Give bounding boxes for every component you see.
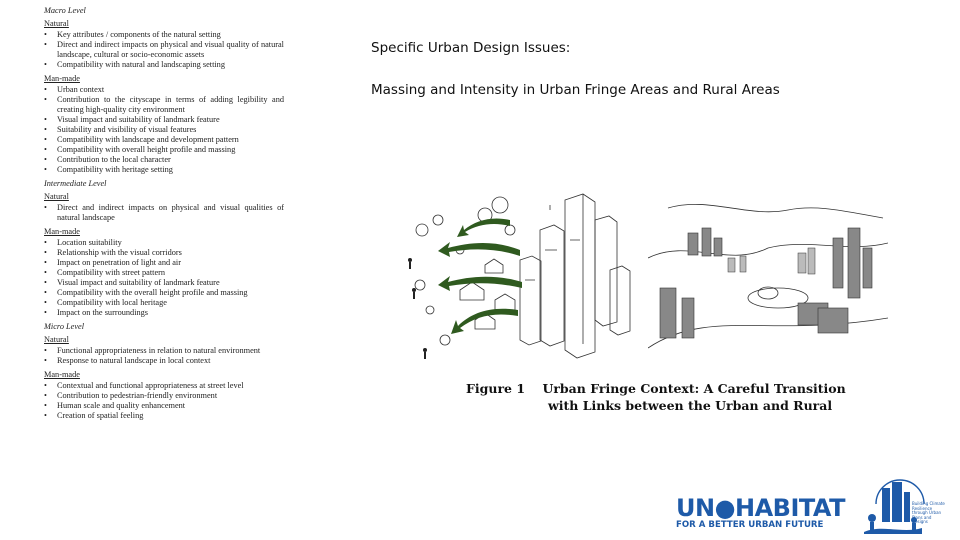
list-item: • Compatibility with heritage setting — [44, 165, 284, 175]
heading-title: Specific Urban Design Issues: — [371, 40, 571, 56]
list-item: • Compatibility with local heritage — [44, 298, 284, 308]
caption-line-2: with Links between the Urban and Rural — [548, 398, 833, 413]
list-item: • Contribution to pedestrian-friendly environment — [44, 391, 284, 401]
list-item: • Visual impact and suitability of landmark feature — [44, 115, 284, 125]
criteria-list — [44, 203, 284, 223]
list-item: • Compatibility with the overall height profile and massing — [44, 288, 284, 298]
criteria-list — [44, 30, 284, 70]
city-landscape-illustration — [648, 198, 888, 368]
un-habitat-wordmark: UN●HABITAT — [676, 494, 845, 522]
un-habitat-tagline: FOR A BETTER URBAN FUTURE — [676, 520, 824, 530]
category-heading: Man-made — [44, 227, 80, 236]
list-item: • Direct and indirect impacts on physical and visual quality of natural landscape, cultural or socio-economic assets — [44, 40, 284, 60]
criteria-list — [44, 381, 284, 421]
list-item: • Visual impact and suitability of landmark feature — [44, 278, 284, 288]
list-item: • Response to natural landscape in local context — [44, 356, 284, 366]
criteria-section — [44, 370, 284, 421]
list-item: • Location suitability — [44, 238, 284, 248]
list-item: • Direct and indirect impacts on physical and visual qualities of natural landscape — [44, 203, 284, 223]
category-heading: Natural — [44, 335, 69, 344]
list-item: • Compatibility with overall height profile and massing — [44, 145, 284, 155]
list-item: • Contribution to the cityscape in terms of adding legibility and creating high-quality city environment — [44, 95, 284, 115]
level-heading: Intermediate Level — [44, 179, 107, 188]
list-item: • Impact on penetration of light and air — [44, 258, 284, 268]
list-item: • Contextual and functional appropriateness at street level — [44, 381, 284, 391]
category-heading: Man-made — [44, 74, 80, 83]
list-item: • Functional appropriateness in relation to natural environment — [44, 346, 284, 356]
level-heading: Micro Level — [44, 322, 85, 331]
list-item: • Compatibility with landscape and development pattern — [44, 135, 284, 145]
urban-fringe-illustration — [400, 190, 650, 370]
list-item: • Relationship with the visual corridors — [44, 248, 284, 258]
category-heading: Man-made — [44, 370, 80, 379]
level-heading: Macro Level — [44, 6, 86, 15]
un-habitat-logo — [676, 496, 844, 532]
list-item: • Urban context — [44, 85, 284, 95]
criteria-list — [44, 238, 284, 318]
criteria-section — [44, 322, 284, 366]
list-item: • Suitability and visibility of visual features — [44, 125, 284, 135]
list-item: • Creation of spatial feeling — [44, 411, 284, 421]
slide-heading — [371, 38, 791, 101]
category-heading: Natural — [44, 19, 69, 28]
caption-line-1: Figure 1 Urban Fringe Context: A Careful Transition — [466, 381, 846, 396]
list-item: • Compatibility with natural and landscaping setting — [44, 60, 284, 70]
criteria-section — [44, 6, 284, 70]
list-item: • Impact on the surroundings — [44, 308, 284, 318]
criteria-list — [44, 346, 284, 366]
category-heading: Natural — [44, 192, 69, 201]
list-item: • Human scale and quality enhancement — [44, 401, 284, 411]
criteria-section — [44, 179, 284, 223]
list-item: • Key attributes / components of the natural setting — [44, 30, 284, 40]
list-item: • Compatibility with street pattern — [44, 268, 284, 278]
criteria-section — [44, 74, 284, 175]
emblem-caption: Building Climate Resilience through Urban Plans and Designs — [912, 501, 945, 525]
criteria-list — [44, 85, 284, 175]
figure-caption — [466, 380, 886, 414]
list-item: • Contribution to the local character — [44, 155, 284, 165]
criteria-section — [44, 227, 284, 318]
heading-subtitle: Massing and Intensity in Urban Fringe Areas and Rural Areas — [371, 82, 780, 98]
design-criteria-list — [44, 4, 284, 425]
